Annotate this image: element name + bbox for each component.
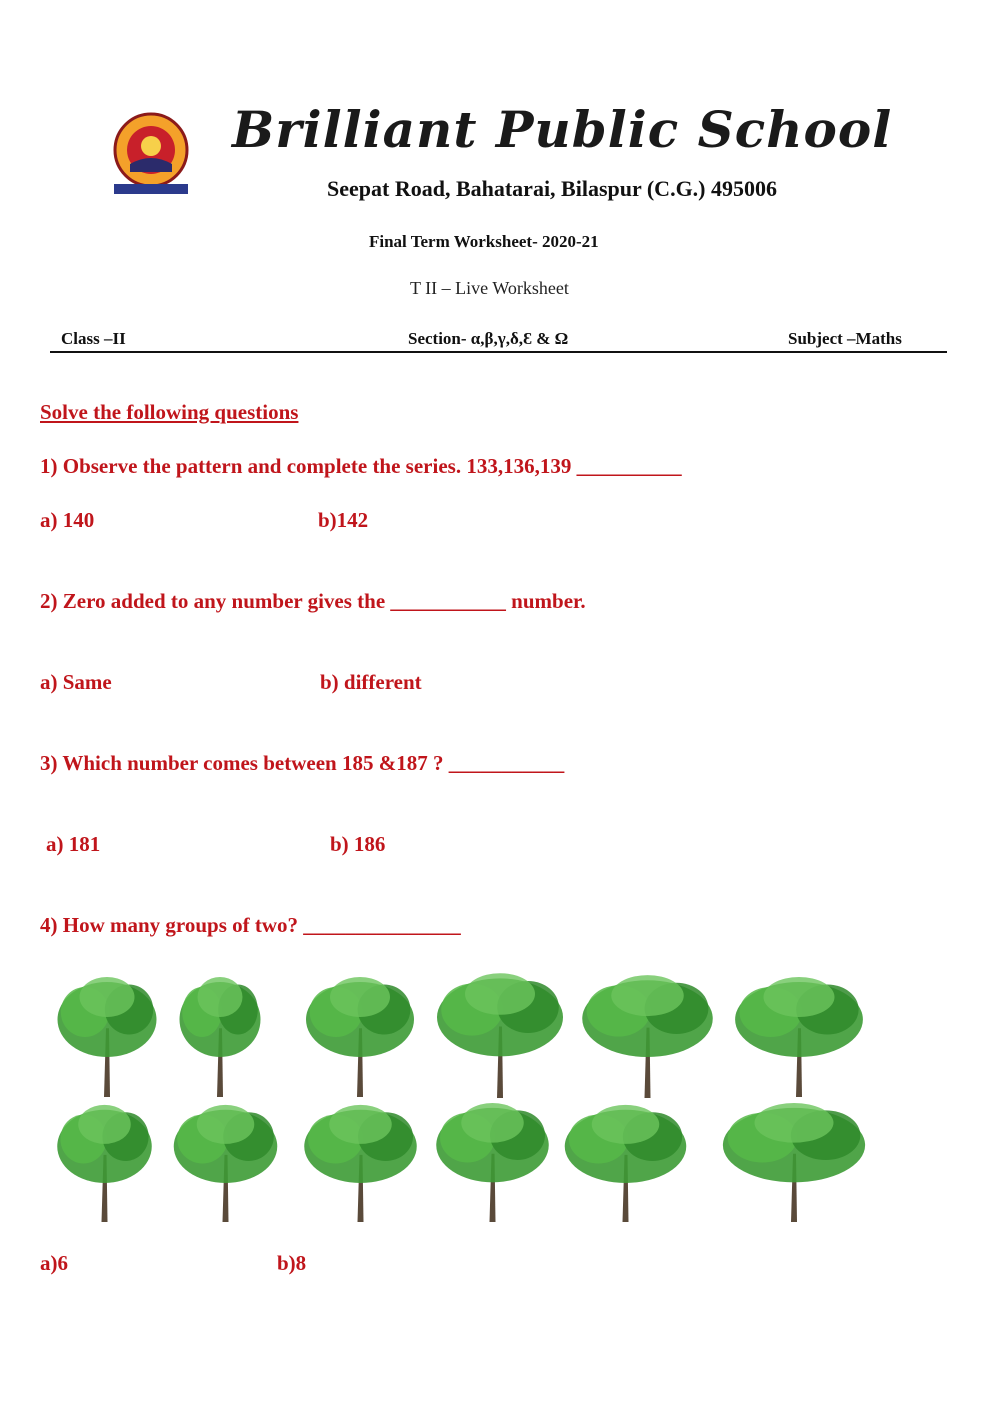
- q3-option-b[interactable]: b) 186: [330, 832, 386, 856]
- tree-1: [52, 972, 162, 1097]
- tree-4: [430, 968, 570, 1098]
- subject-label: Subject –Maths: [788, 329, 902, 348]
- school-address: Seepat Road, Bahatarai, Bilaspur (C.G.) 495006: [327, 176, 778, 201]
- tree-9: [298, 1100, 423, 1222]
- tree-10: [430, 1098, 555, 1222]
- instruction-heading: Solve the following questions: [40, 400, 299, 424]
- question-2: 2) Zero added to any number gives the ___________ number.: [40, 589, 586, 613]
- tree-2: [175, 972, 265, 1097]
- q4-option-b[interactable]: b)8: [277, 1251, 307, 1275]
- tree-3: [300, 972, 420, 1097]
- tree-5: [575, 970, 720, 1098]
- question-3: 3) Which number comes between 185 &187 ? ___________: [40, 751, 565, 775]
- school-logo: [108, 112, 194, 198]
- tree-8: [168, 1100, 283, 1222]
- class-label: Class –II: [61, 329, 126, 348]
- q2-option-a[interactable]: a) Same: [40, 670, 112, 694]
- tree-6: [728, 972, 870, 1097]
- question-4: 4) How many groups of two? _______________: [40, 913, 461, 937]
- worksheet-subtitle: T II – Live Worksheet: [410, 278, 569, 298]
- question-1: 1) Observe the pattern and complete the series. 133,136,139 __________: [40, 454, 682, 478]
- q4-option-a[interactable]: a)6: [40, 1251, 68, 1275]
- tree-12: [715, 1098, 873, 1222]
- q1-option-b[interactable]: b)142: [318, 508, 369, 532]
- q1-option-a[interactable]: a) 140: [40, 508, 95, 532]
- tree-11: [558, 1100, 693, 1222]
- section-label: Section- α,β,γ,δ,Ɛ & Ω: [408, 329, 569, 348]
- header-divider: [50, 351, 947, 353]
- worksheet-title: Final Term Worksheet- 2020-21: [369, 232, 599, 251]
- q3-option-a[interactable]: a) 181: [46, 832, 101, 856]
- school-name: Brilliant Public School: [232, 100, 893, 159]
- tree-7: [52, 1100, 157, 1222]
- q2-option-b[interactable]: b) different: [320, 670, 422, 694]
